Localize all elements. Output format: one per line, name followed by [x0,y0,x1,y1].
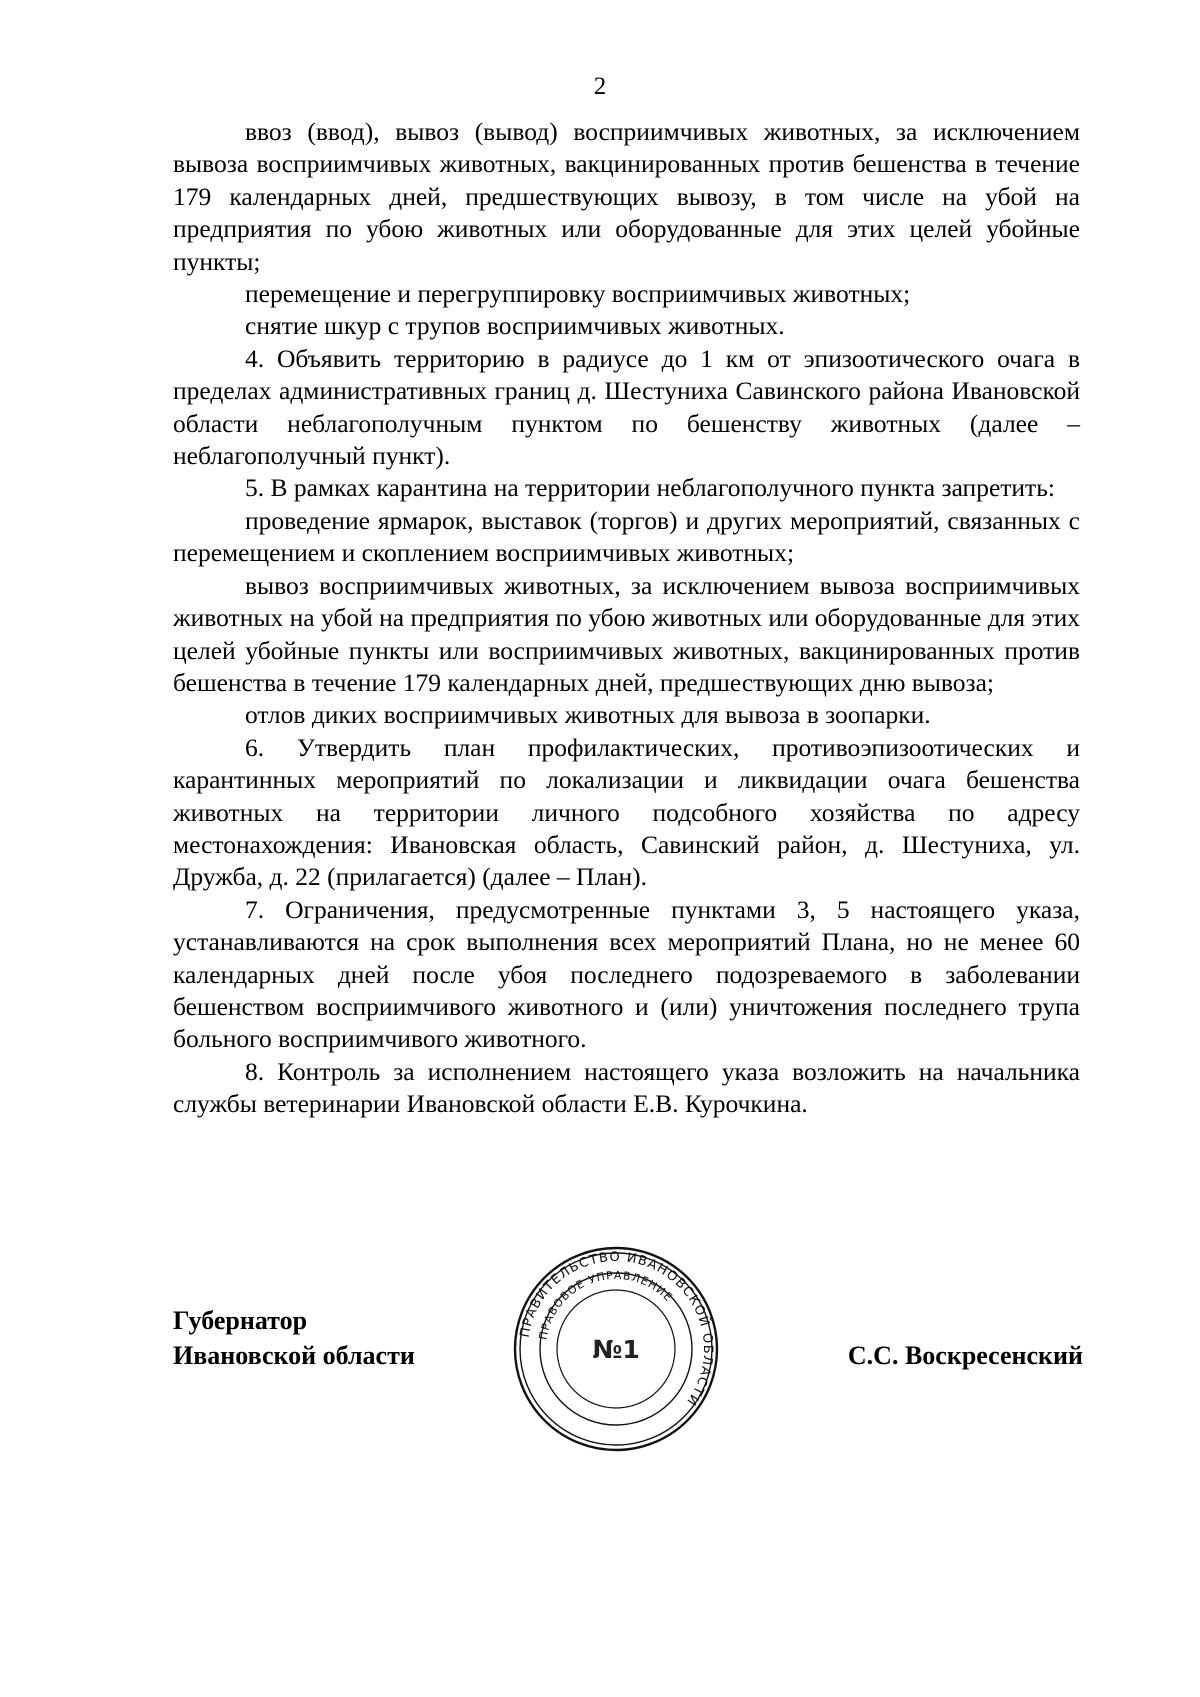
signatory-title-line2: Ивановской области [173,1341,415,1370]
paragraph-skinning: снятие шкур с трупов восприимчивых животных. [245,311,785,341]
signatory-title-line1: Губернатор [173,1306,308,1335]
paragraph-item-8: 8. Контроль за исполнением настоящего указа возложить на начальника службы ветеринарии Ивановской области Е.В. Курочкина. [173,1056,1080,1119]
seal-inner-text: ПРАВОВОЕ УПРАВЛЕНИЕ [536,1268,676,1341]
page-number: 2 [593,73,607,100]
paragraph-fairs: проведение ярмарок, выставок (торгов) и других мероприятий, связанных с перемещением и скоплением восприимчивых животных; [173,505,1080,568]
paragraph-export-ban: вывоз восприимчивых животных, за исключением вывоза восприимчивых животных на убой на предприятия по убою животных или оборудованные для этих целей убойные пункты или восприимчивых животных, вакцинированных против бешенства в течение 179 календарных дней, предшествующих дню вывоза; [173,570,1080,697]
document-body [173,116,1080,1121]
signatory-title [173,1303,415,1373]
paragraph-item-4: 4. Объявить территорию в радиусе до 1 км от эпизоотического очага в пределах административных границ д. Шестуниха Савинского района Ивановской области неблагополучным пунктом по бешенству животных (далее – неблагополучный пункт). [173,343,1080,471]
seal-center-text: №1 [592,1335,640,1364]
paragraph-movement: перемещение и перегруппировку восприимчивых животных; [245,279,911,309]
paragraph-wild-capture: отлов диких восприимчивых животных для вывоза в зоопарки. [245,700,931,730]
seal-outer-text: ПРАВИТЕЛЬСТВО ИВАНОВСКОЙ ОБЛАСТИ [517,1249,716,1409]
paragraph-item-6: 6. Утвердить план профилактических, противоэпизоотических и карантинных мероприятий по локализации и ликвидации очага бешенства животных на территории личного подсобного хозяйства по адресу местонахождения: Ивановская область, Савинский район, д. Шестуниха, ул. Дружба, д. 22 (прилагается) (далее – План). [173,732,1080,892]
paragraph-import-export: ввоз (ввод), вывоз (вывод) восприимчивых животных, за исключением вывоза восприимчивых животных, вакцинированных против бешенства в течение 179 календарных дней, предшествующих вывозу, в том числе на убой на предприятия по убою животных или оборудованные для этих целей убойные пункты; [173,117,1080,276]
paragraph-item-5: 5. В рамках карантина на территории неблагополучного пункта запретить: [245,473,1055,503]
paragraph-item-7: 7. Ограничения, предусмотренные пунктами 3, 5 настоящего указа, устанавливаются на срок выполнения всех мероприятий Плана, но не менее 60 календарных дней после убоя последнего подозреваемого в заболевании бешенством восприимчивого животного и (или) уничтожения последнего трупа больного восприимчивого животного. [173,894,1080,1054]
official-seal [512,1245,720,1453]
signatory-name: С.С. Воскресенский [847,1341,1083,1370]
